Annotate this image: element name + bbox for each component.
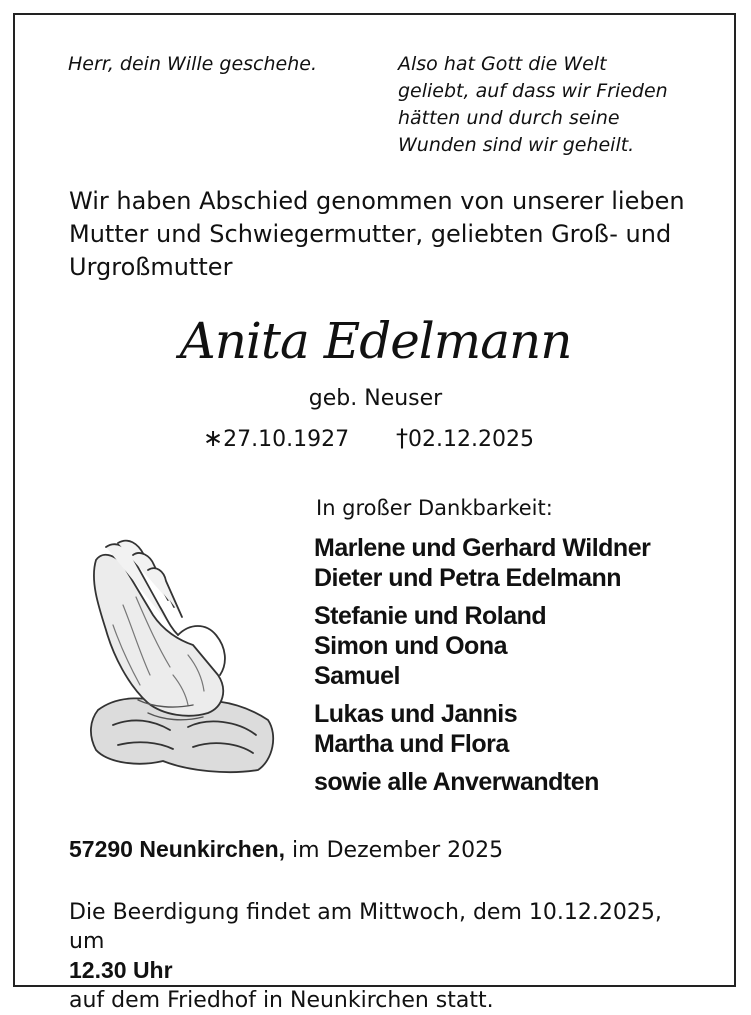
family-member: Dieter und Petra Edelmann — [314, 564, 622, 592]
burial-notice — [69, 898, 662, 1015]
burial-suffix: auf dem Friedhof in Neunkirchen statt. — [69, 988, 494, 1013]
family-member: Stefanie und Roland — [314, 602, 547, 630]
maiden-name: geb. Neuser — [308, 386, 443, 411]
intro-text — [69, 185, 709, 284]
burial-line-1: Die Beerdigung findet am Mittwoch, dem 10.12.2025, — [69, 900, 662, 925]
death-date: 02.12.2025 — [408, 427, 534, 452]
family-member: sowie alle Anverwandten — [314, 768, 599, 796]
verse-left: Herr, dein Wille geschehe. — [68, 53, 317, 75]
birth-star-icon: ∗ — [203, 424, 224, 452]
verse-right-line: hätten und durch seine — [398, 107, 620, 129]
death-cross-icon: † — [396, 424, 408, 452]
death-date-group — [396, 424, 534, 452]
birth-date: 27.10.1927 — [223, 427, 350, 452]
place-location: 57290 Neunkirchen, — [69, 836, 286, 862]
family-member: Lukas und Jannis — [314, 700, 518, 728]
burial-prefix: um — [69, 929, 105, 954]
family-member: Simon und Oona — [314, 632, 507, 660]
family-list — [314, 533, 650, 797]
family-member: Marlene und Gerhard Wildner — [314, 534, 651, 562]
verse-right-line: Wunden sind wir geheilt. — [398, 134, 635, 156]
burial-line-2 — [69, 927, 662, 1015]
verse-right — [398, 51, 718, 159]
verse-right-line: Also hat Gott die Welt — [398, 53, 607, 75]
place-date: im Dezember 2025 — [285, 838, 504, 863]
intro-line: Urgroßmutter — [69, 253, 233, 281]
family-member: Samuel — [314, 662, 400, 690]
thanks-heading: In großer Dankbarkeit: — [316, 496, 553, 520]
place-date-line — [69, 836, 503, 863]
birth-date-group — [203, 424, 349, 452]
verse-right-line: geliebt, auf dass wir Frieden — [398, 80, 668, 102]
intro-line: Mutter und Schwiegermutter, geliebten Groß- und — [69, 220, 672, 248]
deceased-name: Anita Edelmann — [179, 312, 572, 370]
intro-line: Wir haben Abschied genommen von unserer lieben — [69, 187, 685, 215]
family-member: Martha und Flora — [314, 730, 509, 758]
praying-hands-icon — [78, 535, 283, 775]
burial-time: 12.30 Uhr — [69, 957, 173, 983]
